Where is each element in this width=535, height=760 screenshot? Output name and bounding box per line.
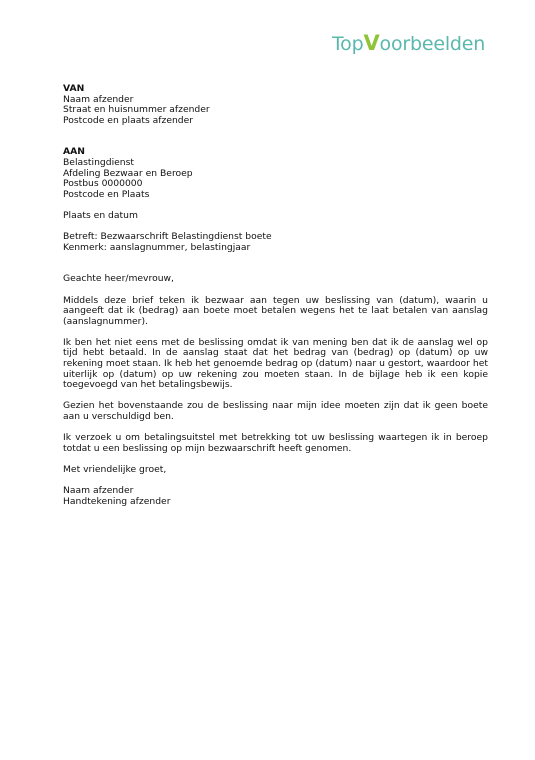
closing: Met vriendelijke groet, xyxy=(63,464,167,475)
spacer xyxy=(63,253,488,274)
recipient-postbus: Postbus 0000000 xyxy=(63,178,143,190)
brand-logo xyxy=(332,28,486,58)
spacer xyxy=(63,126,488,147)
logo-text-top: Top xyxy=(332,33,364,55)
reference-line: Kenmerk: aanslagnummer, belastingjaar xyxy=(63,241,251,253)
recipient-city: Postcode en Plaats xyxy=(63,188,150,200)
spacer xyxy=(63,285,488,296)
logo-checkmark-v: V xyxy=(363,31,380,55)
sender-city: Postcode en plaats afzender xyxy=(63,114,194,126)
signature-name: Naam afzender xyxy=(63,485,134,497)
sender-block xyxy=(63,84,488,126)
paragraph-conclusion: Gezien het bovenstaande zou de beslissing naar mijn idee moeten zijn dat ik geen boete aan u verschuldigd ben. xyxy=(63,400,488,423)
sender-street: Straat en huisnummer afzender xyxy=(63,104,210,116)
subject-line: Betreft: Bezwaarschrift Belastingdienst boete xyxy=(63,231,272,243)
paragraph-objection: Middels deze brief teken ik bezwaar aan tegen uw beslissing van (datum), waarin u aangeeft dat ik (bedrag) aan boete moet betalen wegens het te laat betalen van aanslag (aanslagnummer). xyxy=(63,294,488,327)
recipient-department: Afdeling Bezwaar en Beroep xyxy=(63,167,193,179)
paragraph-argument: Ik ben het niet eens met de beslissing omdat ik van mening ben dat ik de aanslag wel op tijd hebt betaald. In de aanslag staat dat het bedrag van (bedrag) op (datum) op uw rekening moet staan. Ik heb het genoemde bedrag op (datum) naar u gestort, waardoor het uiterlijk op (datum) op uw rekening zou moeten staan. In de bijlage heb ik een kopie toegevoegd van het betalingsbewijs. xyxy=(63,336,488,391)
sender-name: Naam afzender xyxy=(63,93,134,105)
paragraph-request: Ik verzoek u om betalingsuitstel met betrekking tot uw beslissing waartegen ik in beroep totdat u een beslissing op mijn bezwaarschrift heeft genomen. xyxy=(63,432,488,454)
recipient-heading: AAN xyxy=(63,146,85,158)
logo-text-voorbeelden: oorbeelden xyxy=(379,33,486,55)
signature-handtekening: Handtekening afzender xyxy=(63,495,171,507)
salutation: Geachte heer/mevrouw, xyxy=(63,273,174,285)
sender-heading: VAN xyxy=(63,83,85,94)
recipient-block xyxy=(63,147,488,200)
place-date: Plaats en datum xyxy=(63,209,138,221)
letter-body xyxy=(63,84,488,507)
recipient-org: Belastingdienst xyxy=(63,156,134,168)
subject-block xyxy=(63,232,488,253)
signature-block xyxy=(63,486,488,507)
